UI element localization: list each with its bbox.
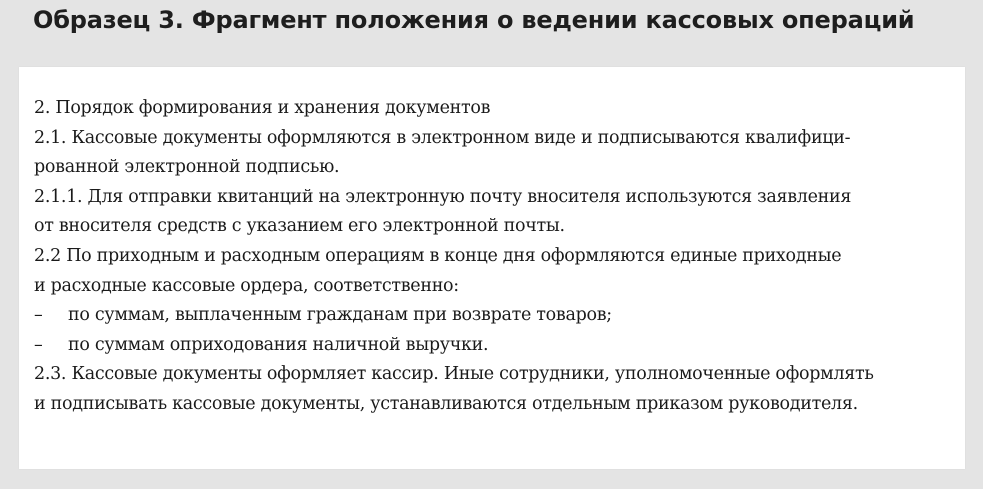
paragraph-2-3-line-1: 2.3. Кассовые документы оформляет кассир. Иные сотрудники, уполномоченные оформлять <box>34 364 874 385</box>
list-item <box>34 301 954 331</box>
document-excerpt <box>19 67 965 469</box>
paragraph-2-3-line-2: и подписывать кассовые документы, устанавливаются отдельным приказом руководителя. <box>34 393 858 414</box>
paragraph-2-1-line-2: рованной электронной подписью. <box>34 157 340 178</box>
list-item <box>34 331 954 361</box>
list-dash: – <box>34 334 43 355</box>
section-heading: 2. Порядок формирования и хранения документов <box>34 98 491 118</box>
paragraph-2-1-1-line-2: от вносителя средств с указанием его электронной почты. <box>34 216 565 237</box>
paragraph-2-2-line-1: 2.2 По приходным и расходным операциям в конце дня оформляются единые приходные <box>34 245 842 266</box>
document-body <box>34 94 954 420</box>
list-item-text: по суммам оприходования наличной выручки. <box>68 334 489 355</box>
list-dash: – <box>34 305 43 326</box>
list-item-text: по суммам, выплаченным гражданам при возврате товаров; <box>68 305 612 326</box>
paragraph-2-2-line-2: и расходные кассовые ордера, соответственно: <box>34 275 459 296</box>
paragraph-2-1-line-1: 2.1. Кассовые документы оформляются в электронном виде и подписываются квалифици- <box>34 127 851 148</box>
sample-title: Образец 3. Фрагмент положения о ведении кассовых операций <box>33 6 915 34</box>
paragraph-2-1-1-line-1: 2.1.1. Для отправки квитанций на электронную почту вносителя используются заявления <box>34 186 852 207</box>
